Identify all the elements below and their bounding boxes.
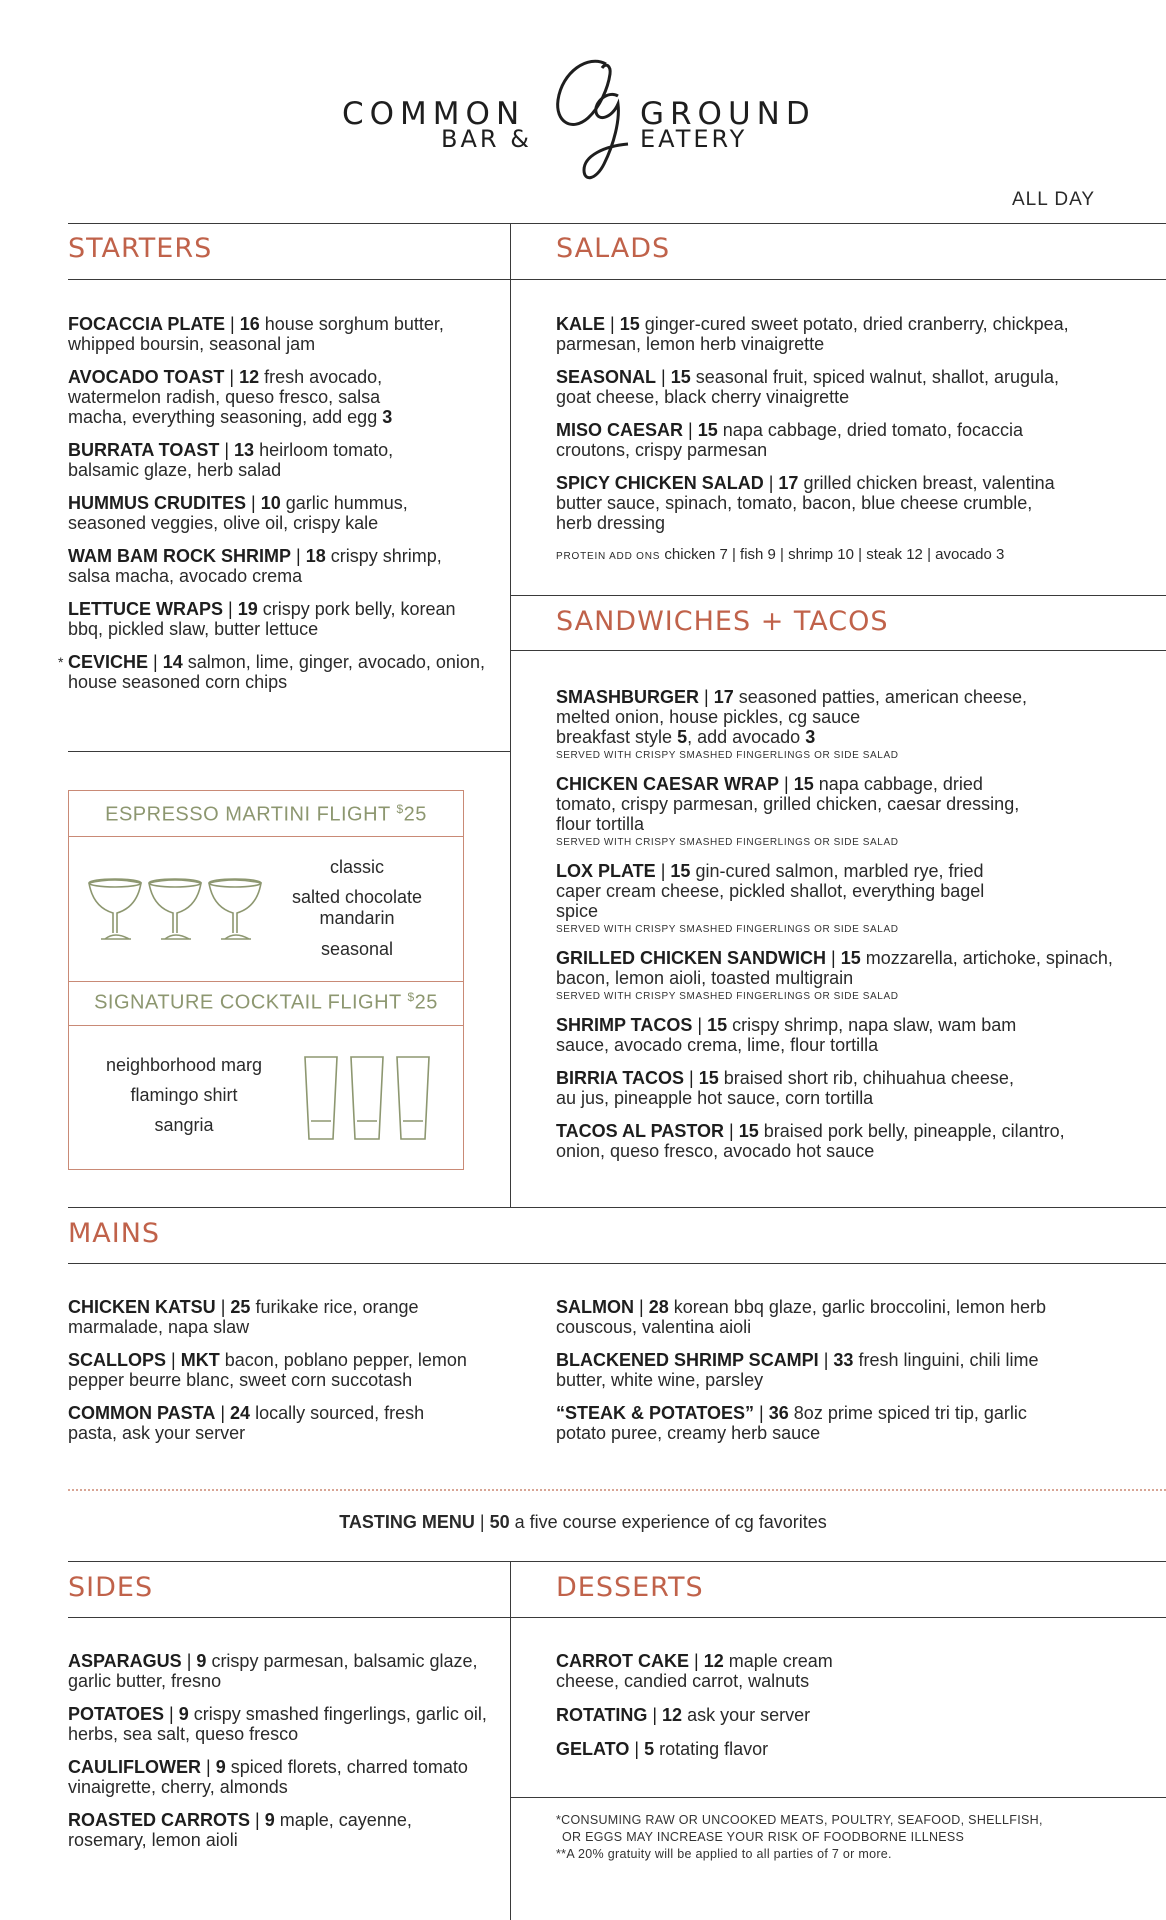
desserts-list bbox=[556, 1651, 1076, 1772]
menu-item: * CEVICHE | 14 salmon, lime, ginger, avocado, onion, house seasoned corn chips bbox=[58, 652, 485, 692]
tasting-menu: TASTING MENU | 50 a five course experience of cg favorites bbox=[339, 1512, 827, 1532]
menu-item: “STEAK & POTATOES” | 36 8oz prime spiced tri tip, garlic potato puree, creamy herb sauce bbox=[556, 1403, 1027, 1443]
starters-title: STARTERS bbox=[68, 233, 213, 264]
cocktail-flight-title: SIGNATURE COCKTAIL FLIGHT $25 bbox=[94, 990, 438, 1014]
item-desc: bacon, poblano pepper, lemon pepper beurre blanc, sweet corn succotash bbox=[68, 1350, 467, 1390]
menu-item: GELATO | 5 rotating flavor bbox=[556, 1739, 769, 1759]
item-desc: seasonal fruit, spiced walnut, shallot, arugula, goat cheese, black cherry vinaigrette bbox=[556, 367, 1059, 407]
flight-option: sangria bbox=[154, 1115, 214, 1135]
item-desc: salmon, lime, ginger, avocado, onion, house seasoned corn chips bbox=[68, 652, 485, 692]
starters-list bbox=[58, 314, 508, 705]
item-name: ASPARAGUS bbox=[68, 1651, 182, 1671]
item-name: SPICY CHICKEN SALAD bbox=[556, 473, 764, 493]
flight-option: flamingo shirt bbox=[130, 1085, 238, 1105]
served-note: SERVED WITH CRISPY SMASHED FINGERLINGS OR SIDE SALAD bbox=[556, 991, 899, 1002]
highball-glasses-icon bbox=[301, 1055, 441, 1145]
sides-list bbox=[68, 1651, 498, 1863]
menu-item: SHRIMP TACOS | 15 crispy shrimp, napa slaw, wam bam sauce, avocado crema, lime, flour tortilla bbox=[556, 1015, 1017, 1055]
divider bbox=[68, 1263, 1166, 1264]
item-name: SEASONAL bbox=[556, 367, 657, 387]
menu-item: CARROT CAKE | 12 maple cream cheese, candied carrot, walnuts bbox=[556, 1651, 833, 1691]
disclaimer: *CONSUMING RAW OR UNCOOKED MEATS, POULTRY, SEAFOOD, SHELLFISH, OR EGGS MAY INCREASE YOUR RISK OF FOODBORNE ILLNESS **A 20% gratuity will be applied to all parties of 7 or more. bbox=[556, 1813, 1043, 1861]
item-price: 36 bbox=[768, 1403, 789, 1423]
item-desc: crispy smashed fingerlings, garlic oil, herbs, sea salt, queso fresco bbox=[68, 1704, 487, 1744]
flight-option: seasonal bbox=[320, 939, 394, 959]
item-name: BLACKENED SHRIMP SCAMPI bbox=[556, 1350, 819, 1370]
item-price: 15 bbox=[840, 948, 861, 968]
flight-option: neighborhood marg bbox=[105, 1055, 263, 1075]
item-desc: crispy shrimp, salsa macha, avocado crema bbox=[68, 546, 442, 586]
item-name: KALE bbox=[556, 314, 605, 334]
menu-item: ASPARAGUS | 9 crispy parmesan, balsamic glaze, garlic butter, fresno bbox=[68, 1651, 478, 1691]
menu-item: WAM BAM ROCK SHRIMP | 18 crispy shrimp, salsa macha, avocado crema bbox=[68, 546, 442, 586]
divider bbox=[68, 1561, 1166, 1562]
item-price: 15 bbox=[697, 420, 718, 440]
item-price: 18 bbox=[305, 546, 326, 566]
item-desc: house sorghum butter, whipped boursin, seasonal jam bbox=[68, 314, 444, 354]
menu-item: GRILLED CHICKEN SANDWICH | 15 mozzarella, artichoke, spinach, bacon, lemon aioli, toasted multigrain SERVED WITH CRISPY SMASHED FINGERLINGS OR SIDE SALAD bbox=[556, 948, 1116, 1004]
item-name: “STEAK & POTATOES” bbox=[556, 1403, 755, 1423]
column-divider bbox=[510, 1561, 511, 1920]
item-desc: 8oz prime spiced tri tip, garlic potato puree, creamy herb sauce bbox=[556, 1403, 1027, 1443]
menu-item: SPICY CHICKEN SALAD | 17 grilled chicken breast, valentina butter sauce, spinach, tomato, bacon, blue cheese crumble, herb dressing bbox=[556, 473, 1055, 533]
item-name: WAM BAM ROCK SHRIMP bbox=[68, 546, 291, 566]
menu-item: TACOS AL PASTOR | 15 braised pork belly, pineapple, cilantro, onion, queso fresco, avocado hot sauce bbox=[556, 1121, 1065, 1161]
item-price: 15 bbox=[619, 314, 640, 334]
item-name: SMASHBURGER bbox=[556, 687, 700, 707]
item-desc: mozzarella, artichoke, spinach, bacon, lemon aioli, toasted multigrain bbox=[556, 948, 1113, 988]
menu-item: BLACKENED SHRIMP SCAMPI | 33 fresh linguini, chili lime butter, white wine, parsley bbox=[556, 1350, 1039, 1390]
raw-item-marker: * bbox=[58, 654, 64, 670]
item-desc: locally sourced, fresh pasta, ask your server bbox=[68, 1403, 425, 1443]
item-name: TACOS AL PASTOR bbox=[556, 1121, 725, 1141]
item-desc: napa cabbage, dried tomato, focaccia croutons, crispy parmesan bbox=[556, 420, 1023, 460]
menu-item: HUMMUS CRUDITES | 10 garlic hummus, seasoned veggies, olive oil, crispy kale bbox=[68, 493, 408, 533]
item-desc: spiced florets, charred tomato vinaigrette, cherry, almonds bbox=[68, 1757, 468, 1797]
menu-item: CHICKEN CAESAR WRAP | 15 napa cabbage, dried tomato, crispy parmesan, grilled chicken, caesar dressing, flour tortilla SERVED WITH CRISPY SMASHED FINGERLINGS OR SIDE SALAD bbox=[556, 774, 1026, 850]
divider bbox=[68, 1207, 1166, 1208]
menu-item: KALE | 15 ginger-cured sweet potato, dried cranberry, chickpea, parmesan, lemon herb vinaigrette bbox=[556, 314, 1069, 354]
desserts-title: DESSERTS bbox=[556, 1572, 704, 1603]
brand-eatery: EATERY bbox=[640, 125, 748, 153]
menu-item: SMASHBURGER | 17 seasoned patties, american cheese, melted onion, house pickles, cg sauce breakfast style 5, add avocado 3 SERVED WITH CRISPY SMASHED FINGERLINGS OR SIDE SALAD bbox=[556, 687, 1036, 763]
item-name: LOX PLATE bbox=[556, 861, 656, 881]
brand-bar: BAR & bbox=[441, 125, 532, 153]
flight-option: salted chocolate bbox=[291, 887, 423, 907]
item-desc: maple, cayenne, rosemary, lemon aioli bbox=[68, 1810, 412, 1850]
item-name: TASTING MENU bbox=[339, 1512, 475, 1532]
item-name: ROTATING bbox=[556, 1705, 648, 1725]
item-desc: grilled chicken breast, valentina butter sauce, spinach, tomato, bacon, blue cheese crumble, herb dressing bbox=[556, 473, 1055, 533]
item-price: 17 bbox=[778, 473, 799, 493]
menu-item: CHICKEN KATSU | 25 furikake rice, orange marmalade, napa slaw bbox=[68, 1297, 419, 1337]
item-desc: seasoned patties, american cheese, melted onion, house pickles, cg sauce bbox=[556, 687, 1027, 727]
menu-item: SCALLOPS | MKT bacon, poblano pepper, lemon pepper beurre blanc, sweet corn succotash bbox=[68, 1350, 467, 1390]
item-name: BURRATA TOAST bbox=[68, 440, 220, 460]
item-price: MKT bbox=[180, 1350, 220, 1370]
flight-option: classic bbox=[329, 857, 384, 877]
item-desc: korean bbq glaze, garlic broccolini, lemon herb couscous, valentina aioli bbox=[556, 1297, 1046, 1337]
item-desc: crispy pork belly, korean bbq, pickled slaw, butter lettuce bbox=[68, 599, 456, 639]
item-price: 28 bbox=[648, 1297, 669, 1317]
menu-item: BIRRIA TACOS | 15 braised short rib, chihuahua cheese, au jus, pineapple hot sauce, corn tortilla bbox=[556, 1068, 1014, 1108]
item-desc: a five course experience of cg favorites bbox=[514, 1512, 827, 1532]
item-desc: ginger-cured sweet potato, dried cranberry, chickpea, parmesan, lemon herb vinaigrette bbox=[556, 314, 1069, 354]
flight-box bbox=[68, 790, 464, 1170]
menu-item: FOCACCIA PLATE | 16 house sorghum butter, whipped boursin, seasonal jam bbox=[68, 314, 444, 354]
menu-item: LETTUCE WRAPS | 19 crispy pork belly, korean bbq, pickled slaw, butter lettuce bbox=[68, 599, 456, 639]
salads-title: SALADS bbox=[556, 233, 671, 264]
salads-list bbox=[556, 314, 1096, 563]
divider bbox=[68, 751, 510, 752]
item-price: 33 bbox=[833, 1350, 854, 1370]
item-name: LETTUCE WRAPS bbox=[68, 599, 223, 619]
item-price: 50 bbox=[489, 1512, 510, 1532]
item-price: 13 bbox=[234, 440, 255, 460]
item-desc: napa cabbage, dried tomato, crispy parmesan, grilled chicken, caesar dressing, flour tortilla bbox=[556, 774, 1020, 834]
item-price: 14 bbox=[162, 652, 183, 672]
menu-item: AVOCADO TOAST | 12 fresh avocado, watermelon radish, queso fresco, salsa macha, everything seasoning, add egg 3 bbox=[68, 367, 393, 427]
item-desc: rotating flavor bbox=[659, 1739, 769, 1759]
item-price: 12 bbox=[662, 1705, 683, 1725]
item-desc: braised short rib, chihuahua cheese, au jus, pineapple hot sauce, corn tortilla bbox=[556, 1068, 1014, 1108]
menu-item: SALMON | 28 korean bbq glaze, garlic broccolini, lemon herb couscous, valentina aioli bbox=[556, 1297, 1046, 1337]
menu-item: ROASTED CARROTS | 9 maple, cayenne, rosemary, lemon aioli bbox=[68, 1810, 412, 1850]
item-price: 12 bbox=[239, 367, 260, 387]
item-price: 9 bbox=[264, 1810, 275, 1830]
menu-item: MISO CAESAR | 15 napa cabbage, dried tomato, focaccia croutons, crispy parmesan bbox=[556, 420, 1023, 460]
menu-item: SEASONAL | 15 seasonal fruit, spiced walnut, shallot, arugula, goat cheese, black cherry vinaigrette bbox=[556, 367, 1059, 407]
menu-item: POTATOES | 9 crispy smashed fingerlings, garlic oil, herbs, sea salt, queso fresco bbox=[68, 1704, 487, 1744]
item-desc: braised pork belly, pineapple, cilantro, onion, queso fresco, avocado hot sauce bbox=[556, 1121, 1065, 1161]
service-label: ALL DAY bbox=[1012, 189, 1096, 210]
brand-ground: GROUND bbox=[640, 96, 816, 132]
item-desc: garlic hummus, seasoned veggies, olive oil, crispy kale bbox=[68, 493, 408, 533]
protein-add-ons: PROTEIN ADD ONS chicken 7 | fish 9 | shrimp 10 | steak 12 | avocado 3 bbox=[556, 546, 1005, 563]
item-name: CAULIFLOWER bbox=[68, 1757, 201, 1777]
divider bbox=[68, 279, 1166, 280]
menu-item: COMMON PASTA | 24 locally sourced, fresh pasta, ask your server bbox=[68, 1403, 425, 1443]
item-name: SCALLOPS bbox=[68, 1350, 167, 1370]
item-price: 15 bbox=[670, 367, 691, 387]
divider bbox=[68, 1617, 1166, 1618]
item-price: 10 bbox=[260, 493, 281, 513]
item-desc: fresh avocado, watermelon radish, queso fresco, salsa macha, everything seasoning, add egg bbox=[68, 367, 383, 427]
item-name: GELATO bbox=[556, 1739, 630, 1759]
item-desc: maple cream cheese, candied carrot, walnuts bbox=[556, 1651, 833, 1691]
item-desc: crispy parmesan, balsamic glaze, garlic butter, fresno bbox=[68, 1651, 478, 1691]
item-price: 15 bbox=[670, 861, 691, 881]
item-name: COMMON PASTA bbox=[68, 1403, 216, 1423]
menu-item: CAULIFLOWER | 9 spiced florets, charred tomato vinaigrette, cherry, almonds bbox=[68, 1757, 468, 1797]
item-desc: furikake rice, orange marmalade, napa slaw bbox=[68, 1297, 419, 1337]
divider bbox=[510, 595, 1166, 596]
item-price: 17 bbox=[713, 687, 734, 707]
item-price: 19 bbox=[237, 599, 258, 619]
served-note: SERVED WITH CRISPY SMASHED FINGERLINGS OR SIDE SALAD bbox=[556, 750, 899, 761]
divider bbox=[68, 223, 1166, 224]
flight-option: mandarin bbox=[319, 908, 395, 928]
divider bbox=[510, 1797, 1166, 1798]
cg-monogram-logo bbox=[548, 52, 640, 187]
item-desc: ask your server bbox=[687, 1705, 811, 1725]
item-price: 25 bbox=[230, 1297, 251, 1317]
espresso-flight-title: ESPRESSO MARTINI FLIGHT $25 bbox=[105, 802, 427, 826]
item-name: BIRRIA TACOS bbox=[556, 1068, 684, 1088]
item-name: ROASTED CARROTS bbox=[68, 1810, 251, 1830]
item-name: FOCACCIA PLATE bbox=[68, 314, 225, 334]
mains-title: MAINS bbox=[68, 1218, 161, 1249]
column-divider bbox=[510, 223, 511, 1207]
item-name: POTATOES bbox=[68, 1704, 165, 1724]
item-price: 9 bbox=[215, 1757, 226, 1777]
item-name: SALMON bbox=[556, 1297, 634, 1317]
item-name: HUMMUS CRUDITES bbox=[68, 493, 246, 513]
dotted-divider bbox=[68, 1489, 1166, 1491]
divider bbox=[510, 650, 1166, 651]
item-name: CEVICHE bbox=[68, 652, 149, 672]
mains-list-left bbox=[68, 1297, 518, 1456]
item-name: CHICKEN KATSU bbox=[68, 1297, 216, 1317]
menu-item: ROTATING | 12 ask your server bbox=[556, 1705, 811, 1725]
sides-title: SIDES bbox=[68, 1572, 154, 1603]
addon-price: 3 bbox=[382, 407, 393, 427]
menu-item: LOX PLATE | 15 gin-cured salmon, marbled rye, fried caper cream cheese, pickled shallot, everything bagel spice SERVED WITH CRISPY SMASHED FINGERLINGS OR SIDE SALAD bbox=[556, 861, 1026, 937]
brand-common: COMMON bbox=[342, 96, 526, 132]
item-desc: gin-cured salmon, marbled rye, fried caper cream cheese, pickled shallot, everything bagel spice bbox=[556, 861, 985, 921]
mains-list-right bbox=[556, 1297, 1076, 1456]
item-price: 5 bbox=[644, 1739, 655, 1759]
sandwiches-title: SANDWICHES + TACOS bbox=[556, 606, 889, 637]
item-name: SHRIMP TACOS bbox=[556, 1015, 693, 1035]
item-desc: crispy shrimp, napa slaw, wam bam sauce, avocado crema, lime, flour tortilla bbox=[556, 1015, 1017, 1055]
item-price: 24 bbox=[230, 1403, 251, 1423]
item-name: GRILLED CHICKEN SANDWICH bbox=[556, 948, 826, 968]
sandwiches-list bbox=[556, 687, 1113, 1174]
item-price: 12 bbox=[703, 1651, 724, 1671]
item-desc: fresh linguini, chili lime butter, white wine, parsley bbox=[556, 1350, 1039, 1390]
item-price: 15 bbox=[707, 1015, 728, 1035]
item-price: 15 bbox=[793, 774, 814, 794]
item-name: MISO CAESAR bbox=[556, 420, 684, 440]
item-name: AVOCADO TOAST bbox=[68, 367, 225, 387]
item-price: 16 bbox=[239, 314, 260, 334]
item-desc: heirloom tomato, balsamic glaze, herb salad bbox=[68, 440, 394, 480]
item-price: 9 bbox=[196, 1651, 207, 1671]
menu-item: BURRATA TOAST | 13 heirloom tomato, balsamic glaze, herb salad bbox=[68, 440, 394, 480]
item-price: 15 bbox=[698, 1068, 719, 1088]
served-note: SERVED WITH CRISPY SMASHED FINGERLINGS OR SIDE SALAD bbox=[556, 837, 899, 848]
martini-glasses-icon bbox=[87, 877, 263, 947]
item-price: 15 bbox=[738, 1121, 759, 1141]
item-name: CARROT CAKE bbox=[556, 1651, 689, 1671]
item-name: CHICKEN CAESAR WRAP bbox=[556, 774, 780, 794]
item-price: 9 bbox=[178, 1704, 189, 1724]
served-note: SERVED WITH CRISPY SMASHED FINGERLINGS OR SIDE SALAD bbox=[556, 924, 899, 935]
